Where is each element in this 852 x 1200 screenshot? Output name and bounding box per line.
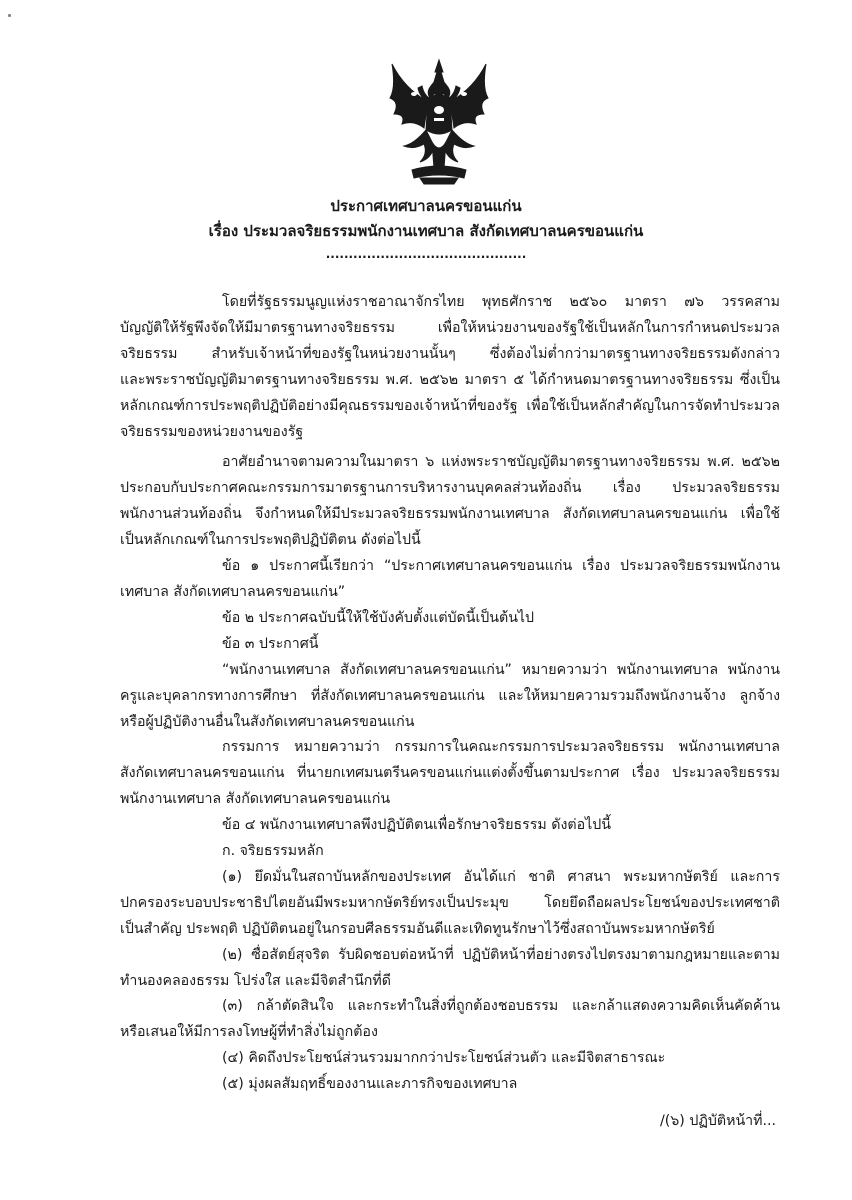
text-line: ข้อ ๑ ประกาศนี้เรียกว่า “ประกาศเทศบาลนครขอนแก่น เรื่อง ประมวลจริยธรรมพนักงาน <box>222 558 780 575</box>
text-line: ครูและบุคลากรทางการศึกษา ที่สังกัดเทศบาลนครขอนแก่น และให้หมายความรวมถึงพนักงานจ้าง ลูกจ้าง <box>120 687 780 704</box>
preamble-paragraph <box>120 290 780 445</box>
text-line: (๑) ยึดมั่นในสถาบันหลักของประเทศ อันได้แก่ ชาติ ศาสนา พระมหากษัตริย์ และการ <box>222 868 780 885</box>
text-line: โดยที่รัฐธรรมนูญแห่งราชอาณาจักรไทย พุทธศักราช ๒๕๖๐ มาตรา ๗๖ วรรคสาม <box>222 294 780 310</box>
text-line: ข้อ ๓ ประกาศนี้ <box>222 635 319 652</box>
clause-2 <box>120 606 780 632</box>
text-line: (๔) คิดถึงประโยชน์ส่วนรวมมากกว่าประโยชน์ส่วนตัว และมีจิตสาธารณะ <box>222 1050 666 1067</box>
text-line: หรือผู้ปฏิบัติงานอื่นในสังกัดเทศบาลนครขอนแก่น <box>120 713 415 730</box>
document-body <box>120 290 780 1098</box>
item-5 <box>120 1072 780 1098</box>
continuation-note: /(๖) ปฏิบัติหน้าที่... <box>659 1113 776 1129</box>
garuda-emblem-icon <box>384 58 494 186</box>
text-line: สังกัดเทศบาลนครขอนแก่น ที่นายกเทศมนตรีนครขอนแก่นแต่งตั้งขึ้นตามประกาศ เรื่อง ประมวลจริยธรรม <box>120 765 780 782</box>
text-line: บัญญัติให้รัฐพึงจัดให้มีมาตรฐานทางจริยธรรม เพื่อให้หน่วยงานของรัฐใช้เป็นหลักในการกำหนดประมวล <box>120 319 780 336</box>
clause-1 <box>120 554 780 606</box>
announcement-subject: เรื่อง ประมวลจริยธรรมพนักงานเทศบาล สังกัดเทศบาลนครขอนแก่น <box>208 222 644 240</box>
section-core-ethics <box>120 839 780 865</box>
text-line: หลักเกณฑ์การประพฤติปฏิบัติอย่างมีคุณธรรมของเจ้าหน้าที่ของรัฐ เพื่อใช้เป็นหลักสำคัญในการจัดทำประมวล <box>120 397 780 414</box>
clause-4 <box>120 813 780 839</box>
text-line: กรรมการ หมายความว่า กรรมการในคณะกรรมการประมวลจริยธรรม พนักงานเทศบาล <box>222 739 780 756</box>
definition-employee <box>120 658 780 736</box>
text-line: “พนักงานเทศบาล สังกัดเทศบาลนครขอนแก่น” หมายความว่า พนักงานเทศบาล พนักงาน <box>222 661 780 678</box>
item-4 <box>120 1046 780 1072</box>
text-line: (๒) ซื่อสัตย์สุจริต รับผิดชอบต่อหน้าที่ ปฏิบัติหน้าที่อย่างตรงไปตรงมาตามกฎหมายและตาม <box>222 946 780 963</box>
text-line: เป็นหลักเกณฑ์ในการประพฤติปฏิบัติตน ดังต่อไปนี้ <box>120 532 421 549</box>
text-line: (๓) กล้าตัดสินใจ และกระทำในสิ่งที่ถูกต้องชอบธรรม และกล้าแสดงความคิดเห็นคัดค้าน <box>222 998 780 1015</box>
definition-committee <box>120 735 780 813</box>
title-divider: ............................................ <box>325 247 527 261</box>
authority-paragraph <box>120 450 780 554</box>
text-line: เป็นสำคัญ ประพฤติ ปฏิบัติตนอยู่ในกรอบศีลธรรมอันดีและเทิดทูนรักษาไว้ซึ่งสถาบันพระมหากษัตริย์ <box>120 920 715 937</box>
scan-mark <box>8 14 11 17</box>
text-line: ทำนองคลองธรรม โปร่งใส และมีจิตสำนึกที่ดี <box>120 972 391 989</box>
text-line: พนักงานเทศบาล สังกัดเทศบาลนครขอนแก่น <box>120 791 391 808</box>
text-line: จริยธรรมของหน่วยงานของรัฐ <box>120 423 304 440</box>
text-line: ประกอบกับประกาศคณะกรรมการมาตรฐานการบริหารงานบุคคลส่วนท้องถิ่น เรื่อง ประมวลจริยธรรม <box>120 480 780 497</box>
item-3 <box>120 994 780 1046</box>
text-line: พนักงานส่วนท้องถิ่น จึงกำหนดให้มีประมวลจริยธรรมพนักงานเทศบาล สังกัดเทศบาลนครขอนแก่น เพื่อใช้ <box>120 506 780 523</box>
text-line: ข้อ ๔ พนักงานเทศบาลพึงปฏิบัติตนเพื่อรักษาจริยธรรม ดังต่อไปนี้ <box>222 817 611 834</box>
text-line: ก. จริยธรรมหลัก <box>222 843 324 860</box>
clause-3 <box>120 632 780 658</box>
text-line: ข้อ ๒ ประกาศฉบับนี้ให้ใช้บังคับตั้งแต่บัดนี้เป็นต้นไป <box>222 609 535 626</box>
text-line: (๕) มุ่งผลสัมฤทธิ์ของงานและภารกิจของเทศบาล <box>222 1076 518 1093</box>
text-line: หรือเสนอให้มีการลงโทษผู้ที่ทำสิ่งไม่ถูกต้อง <box>120 1024 378 1041</box>
text-line: และพระราชบัญญัติมาตรฐานทางจริยธรรม พ.ศ. ๒๕๖๒ มาตรา ๕ ได้กำหนดมาตรฐานทางจริยธรรม ซึ่งเป็น <box>120 371 780 388</box>
text-line: ปกครองระบอบประชาธิปไตยอันมีพระมหากษัตริย์ทรงเป็นประมุข โดยยึดถือผลประโยชน์ของประเทศชาติ <box>120 894 780 911</box>
announcement-title: ประกาศเทศบาลนครขอนแก่น <box>330 197 522 215</box>
text-line: จริยธรรม สำหรับเจ้าหน้าที่ของรัฐในหน่วยงานนั้นๆ ซึ่งต้องไม่ต่ำกว่ามาตรฐานทางจริยธรรมดังกล่าว <box>120 345 780 362</box>
item-2 <box>120 943 780 995</box>
item-1 <box>120 865 780 943</box>
text-line: อาศัยอำนาจตามความในมาตรา ๖ แห่งพระราชบัญญัติมาตรฐานทางจริยธรรม พ.ศ. ๒๕๖๒ <box>222 454 780 471</box>
text-line: เทศบาล สังกัดเทศบาลนครขอนแก่น” <box>120 583 346 600</box>
